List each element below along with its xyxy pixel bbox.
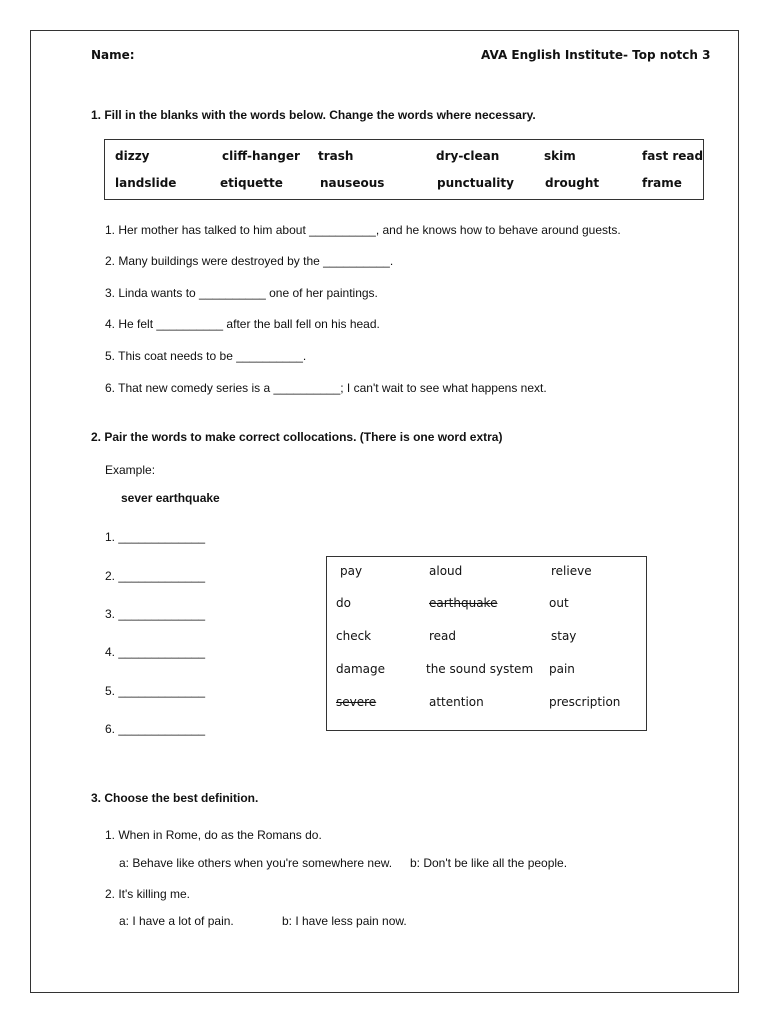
collocation-word: stay [551,629,577,643]
word-bank-item: dry-clean [436,149,500,163]
definition-option-2b: b: I have less pain now. [282,914,407,928]
collocation-word: relieve [551,564,592,578]
fill-sentence-4: 4. He felt __________ after the ball fell on his head. [105,317,380,331]
collocation-word: out [549,596,569,610]
collocation-word: do [336,596,351,610]
word-bank-box [104,139,704,200]
collocation-word: attention [429,695,484,709]
name-label: Name: [91,48,135,62]
fill-sentence-5: 5. This coat needs to be __________. [105,349,307,363]
definition-option-2a: a: I have a lot of pain. [119,914,234,928]
fill-sentence-6: 6. That new comedy series is a __________; I can't wait to see what happens next. [105,381,547,395]
collocation-blank-5: 5. _____________ [105,684,206,698]
example-label: Example: [105,463,156,477]
collocation-word-crossed: severe [336,695,377,709]
collocation-word: damage [336,662,386,676]
section3-heading: 3. Choose the best definition. [91,791,259,805]
word-bank-item: dizzy [115,149,150,163]
collocation-word: prescription [549,695,621,709]
word-bank-item: fast read [642,149,704,163]
collocation-word: the sound system [426,662,534,676]
word-bank-item: skim [544,149,576,163]
fill-sentence-1: 1. Her mother has talked to him about __________, and he knows how to behave around guests. [105,223,621,237]
word-bank-item: punctuality [437,176,514,190]
collocation-blank-3: 3. _____________ [105,607,206,621]
collocation-word: pay [340,564,363,578]
collocation-blank-1: 1. _____________ [105,530,206,544]
institute-title: AVA English Institute- Top notch 3 [481,48,711,62]
word-bank-item: trash [318,149,354,163]
collocation-word: check [336,629,372,643]
word-bank-item: nauseous [320,176,385,190]
section1-heading: 1. Fill in the blanks with the words below. Change the words where necessary. [91,108,536,122]
collocation-blank-4: 4. _____________ [105,645,206,659]
collocation-word-crossed: earthquake [429,596,498,610]
word-bank-item: cliff-hanger [222,149,300,163]
definition-question-2: 2. It's killing me. [105,887,190,901]
section2-heading: 2. Pair the words to make correct collocations. (There is one word extra) [91,430,503,444]
collocation-blank-2: 2. _____________ [105,569,206,583]
collocation-word-box [326,556,647,731]
collocation-word: read [429,629,457,643]
collocation-word: aloud [429,564,463,578]
collocation-blank-6: 6. _____________ [105,722,206,736]
definition-option-1b: b: Don't be like all the people. [410,856,568,870]
word-bank-item: frame [642,176,682,190]
word-bank-item: landslide [115,176,177,190]
definition-option-1a: a: Behave like others when you're somewhere new. [119,856,393,870]
word-bank-item: etiquette [220,176,283,190]
example-text: sever earthquake [121,491,220,505]
fill-sentence-3: 3. Linda wants to __________ one of her paintings. [105,286,378,300]
fill-sentence-2: 2. Many buildings were destroyed by the __________. [105,254,394,268]
collocation-word: pain [549,662,575,676]
definition-question-1: 1. When in Rome, do as the Romans do. [105,828,322,842]
word-bank-item: drought [545,176,600,190]
